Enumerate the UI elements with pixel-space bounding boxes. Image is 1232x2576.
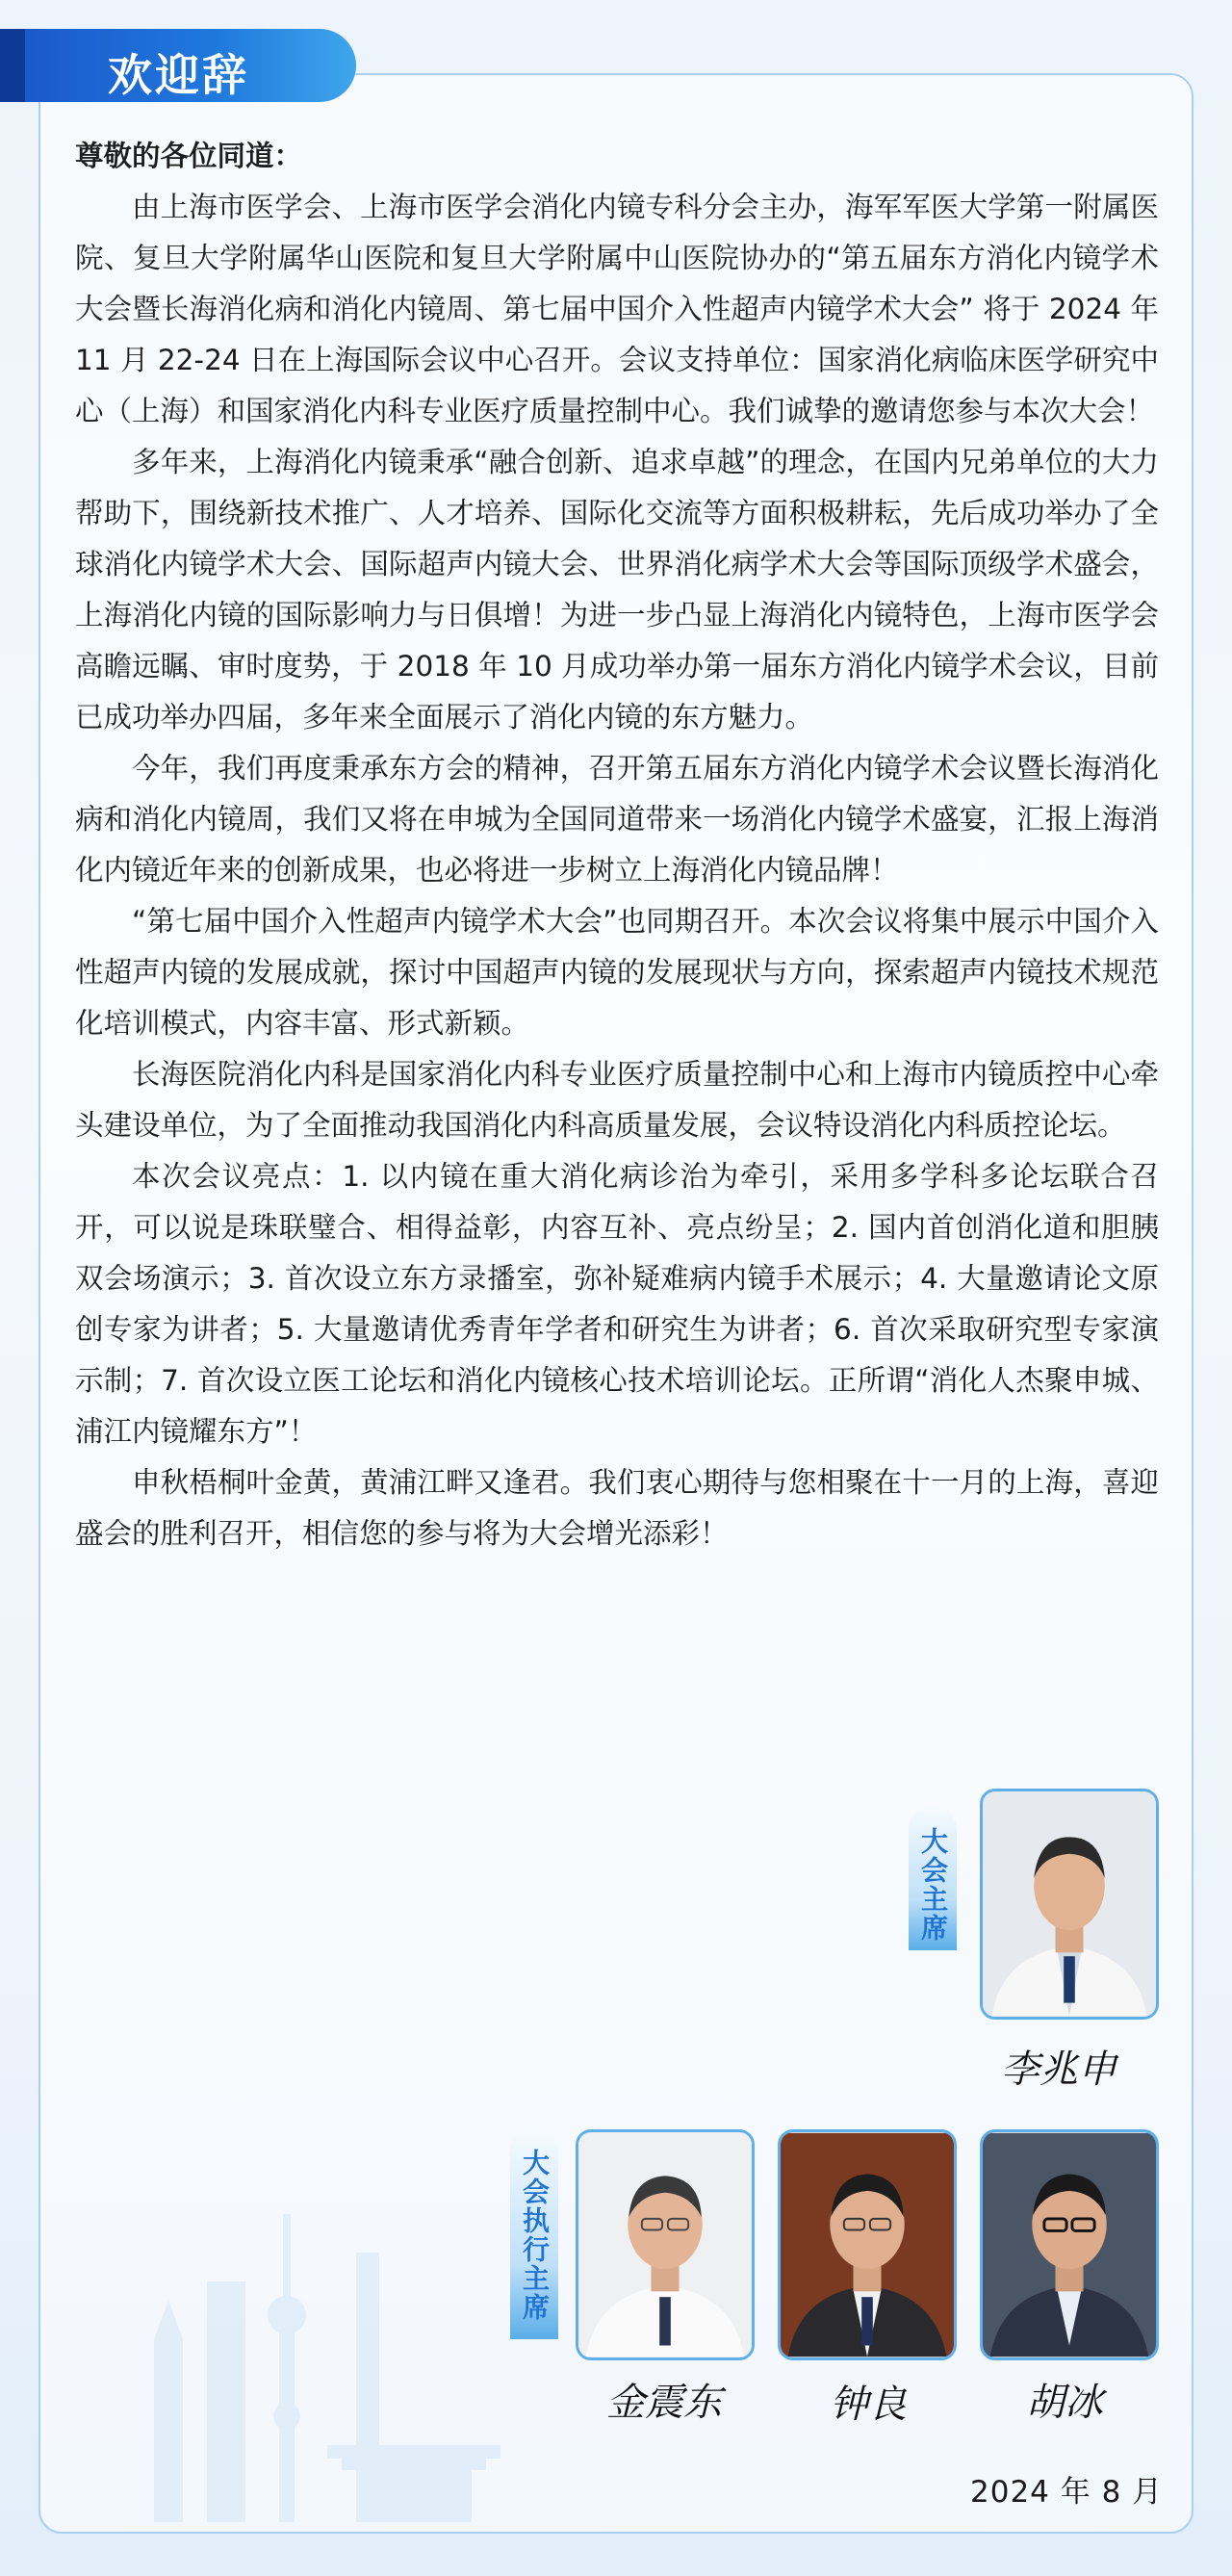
executive-label: 大会执行主席 — [510, 2127, 558, 2339]
executive-photo-3 — [980, 2129, 1159, 2360]
title-banner-accent — [0, 29, 25, 102]
portrait-image — [983, 1791, 1156, 2017]
executive-photo-2 — [778, 2129, 957, 2360]
letter-date: 2024 年 8 月 — [970, 2475, 1164, 2510]
executive-signature-3: 胡冰 — [1026, 2381, 1103, 2425]
portrait-image — [578, 2132, 752, 2357]
letter-paragraph-3: 今年，我们再度秉承东方会的精神，召开第五届东方消化内镜学术会议暨长海消化病和消化内镜周，我们又将在申城为全国同道带来一场消化内镜学术盛宴，汇报上海消化内镜近年来的创新成果，也必将进一步树立上海消化内镜品牌！ — [75, 752, 1159, 887]
president-signature: 李兆申 — [1001, 2048, 1116, 2092]
letter-paragraph-5: 长海医院消化内科是国家消化内科专业医疗质量控制中心和上海市内镜质控中心牵头建设单位，为了全面推动我国消化内科高质量发展，会议特设消化内科质控论坛。 — [75, 1058, 1159, 1142]
executive-signature-1: 金震东 — [606, 2381, 722, 2425]
letter-paragraph-1: 由上海市医学会、上海市医学会消化内镜专科分会主办，海军军医大学第一附属医院、复旦大学附属华山医院和复旦大学附属中山医院协办的“第五届东方消化内镜学术大会暨长海消化病和消化内镜周、第七届中国介入性超声内镜学术大会” 将于 2024 年 11 月 22-24 日在上海国际会议中心召开。会议支持单位：国家消化病临床医学研究中心（上海）和国家消化内科专业医疗质量控制中心。我们诚挚的邀请您参与本次大会！ — [75, 191, 1159, 427]
salutation: 尊敬的各位同道： — [75, 140, 303, 172]
portrait-image — [983, 2132, 1156, 2357]
executive-photo-1 — [576, 2129, 755, 2360]
page-title: 欢迎辞 — [108, 49, 249, 101]
executive-signature-2: 钟良 — [830, 2383, 907, 2427]
portrait-image — [781, 2132, 954, 2357]
letter-paragraph-7: 申秋梧桐叶金黄，黄浦江畔又逢君。我们衷心期待与您相聚在十一月的上海，喜迎盛会的胜利召开，相信您的参与将为大会增光添彩！ — [75, 1466, 1159, 1550]
letter-paragraph-2: 多年来，上海消化内镜秉承“融合创新、追求卓越”的理念，在国内兄弟单位的大力帮助下，围绕新技术推广、人才培养、国际化交流等方面积极耕耘，先后成功举办了全球消化内镜学术大会、国际超声内镜大会、世界消化病学术大会等国际顶级学术盛会，上海消化内镜的国际影响力与日俱增！为进一步凸显上海消化内镜特色，上海市医学会高瞻远瞩、审时度势，于 2018 年 10 月成功举办第一届东方消化内镜学术会议，目前已成功举办四届，多年来全面展示了消化内镜的东方魅力。 — [75, 446, 1159, 734]
president-photo — [980, 1789, 1159, 2020]
title-banner — [0, 29, 356, 102]
welcome-letter — [75, 131, 1159, 1559]
letter-paragraph-4: “第七届中国介入性超声内镜学术大会”也同期召开。本次会议将集中展示中国介入性超声内镜的发展成就，探讨中国超声内镜的发展现状与方向，探索超声内镜技术规范化培训模式，内容丰富、形式新颖。 — [75, 905, 1159, 1040]
president-label: 大会主席 — [909, 1806, 957, 1950]
letter-paragraph-6: 本次会议亮点：1. 以内镜在重大消化病诊治为牵引，采用多学科多论坛联合召开，可以说是珠联璧合、相得益彰，内容互补、亮点纷呈；2. 国内首创消化道和胆胰双会场演示；3. 首次设立东方录播室，弥补疑难病内镜手术展示；4. 大量邀请论文原创专家为讲者；5. 大量邀请优秀青年学者和研究生为讲者；6. 首次采取研究型专家演示制；7. 首次设立医工论坛和消化内镜核心技术培训论坛。正所谓“消化人杰聚申城、浦江内镜耀东方”！ — [75, 1160, 1159, 1448]
